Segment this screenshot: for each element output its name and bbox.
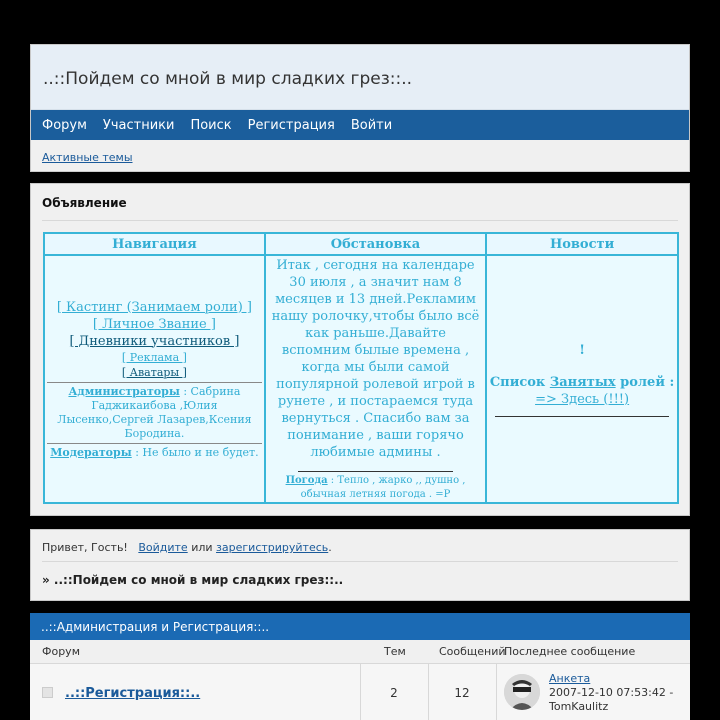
avatar-icon — [504, 674, 540, 710]
weather-text: : Тепло , жарко ,, душно , обычная летняя погода . =Р — [300, 474, 466, 500]
nav-login[interactable]: Войти — [350, 117, 393, 133]
news-list-pre: Список — [489, 374, 550, 390]
sub-nav — [31, 140, 689, 172]
mods-line — [47, 443, 262, 460]
forum-status-icon — [42, 687, 53, 698]
or-text: или — [191, 541, 213, 554]
header-topics: Тем — [384, 645, 406, 658]
col-news: Новости — [486, 233, 678, 255]
header-posts: Сообщений — [439, 645, 506, 658]
last-post-date: 2007-12-10 07:53:42 - — [549, 686, 674, 699]
last-post-link[interactable]: Анкета — [549, 672, 591, 685]
announcement-table — [43, 232, 679, 504]
ads-link[interactable]: [ Реклама ] — [121, 350, 187, 364]
casting-link[interactable]: [ Кастинг (Занимаем роли) ] — [56, 299, 253, 315]
last-post-info — [549, 672, 673, 714]
column-headers — [30, 640, 690, 664]
news-list-post: ролей : — [615, 374, 675, 390]
header-forum: Форум — [42, 645, 80, 658]
active-topics-link[interactable]: Активные темы — [42, 151, 133, 164]
rank-link[interactable]: [ Личное Звание ] — [92, 316, 216, 332]
nav-members[interactable]: Участники — [102, 117, 175, 133]
breadcrumb: » ..::Пойдем со мной в мир сладких грез::.. — [42, 573, 344, 587]
forum-category — [30, 613, 690, 720]
col-navigation: Навигация — [44, 233, 265, 255]
greeting-line — [42, 530, 678, 562]
nav-register[interactable]: Регистрация — [247, 117, 335, 133]
news-list-line — [487, 374, 677, 391]
setting-cell — [265, 255, 486, 503]
greeting-panel — [30, 529, 690, 601]
board-header — [30, 44, 690, 172]
main-nav — [31, 110, 689, 140]
news-exclaim: ! — [579, 342, 585, 358]
user-avatar — [504, 674, 540, 710]
nav-search[interactable]: Поиск — [190, 117, 232, 133]
col-setting: Обстановка — [265, 233, 486, 255]
header-last-post: Последнее сообщение — [504, 645, 636, 658]
title-bar — [31, 45, 689, 110]
category-title: ..::Администрация и Регистрация::.. — [30, 613, 690, 640]
forum-link[interactable]: ..::Регистрация::.. — [65, 686, 201, 701]
weather-line — [266, 474, 485, 502]
login-link[interactable]: Войдите — [138, 541, 188, 554]
avatars-link[interactable]: [ Аватары ] — [121, 365, 187, 379]
register-link[interactable]: зарегистрируйтесь — [216, 541, 329, 554]
mods-list: : Не было и не будет. — [131, 445, 259, 459]
news-divider — [495, 416, 669, 417]
mods-link[interactable]: Модераторы — [50, 445, 132, 459]
last-post-author: TomKaulitz — [549, 700, 609, 713]
announcement-heading: Объявление — [42, 184, 678, 221]
navigation-cell — [44, 255, 265, 503]
taken-roles-link[interactable]: Занятых — [549, 374, 616, 390]
setting-divider — [298, 471, 453, 472]
forum-row — [30, 664, 690, 720]
admins-link[interactable]: Администраторы — [68, 384, 180, 398]
greeting-dot: . — [328, 541, 332, 554]
nav-forum[interactable]: Форум — [42, 117, 87, 133]
board-title: ..::Пойдем со мной в мир сладких грез::.. — [43, 69, 413, 89]
admins-list: : Сабрина Гаджикаибова ,Юлия Лысенко,Сергей Лазарев,Ксения Бородина. — [57, 384, 252, 440]
announcement-panel — [30, 183, 690, 516]
here-link[interactable]: => Здесь (!!!) — [535, 391, 630, 407]
diaries-link[interactable]: [ Дневники участников ] — [69, 333, 240, 349]
topics-count: 2 — [390, 686, 398, 700]
setting-text: Итак , сегодня на календаре 30 июля , а значит нам 8 месяцев и 13 дней.Рекламим нашу ролочку,чтобы было всё как раньше.Давайте вспомним былые времена , когда мы были самой популярной ролевой игрой в рунете , и постараемся туда вернуться . Спасибо вам за понимание , ваши горячо любимые админы . — [271, 257, 480, 460]
greeting-text: Привет, Гость! — [42, 541, 128, 554]
admins-line — [47, 382, 262, 441]
posts-count: 12 — [454, 686, 470, 700]
news-cell — [486, 255, 678, 503]
weather-label: Погода — [285, 474, 328, 486]
